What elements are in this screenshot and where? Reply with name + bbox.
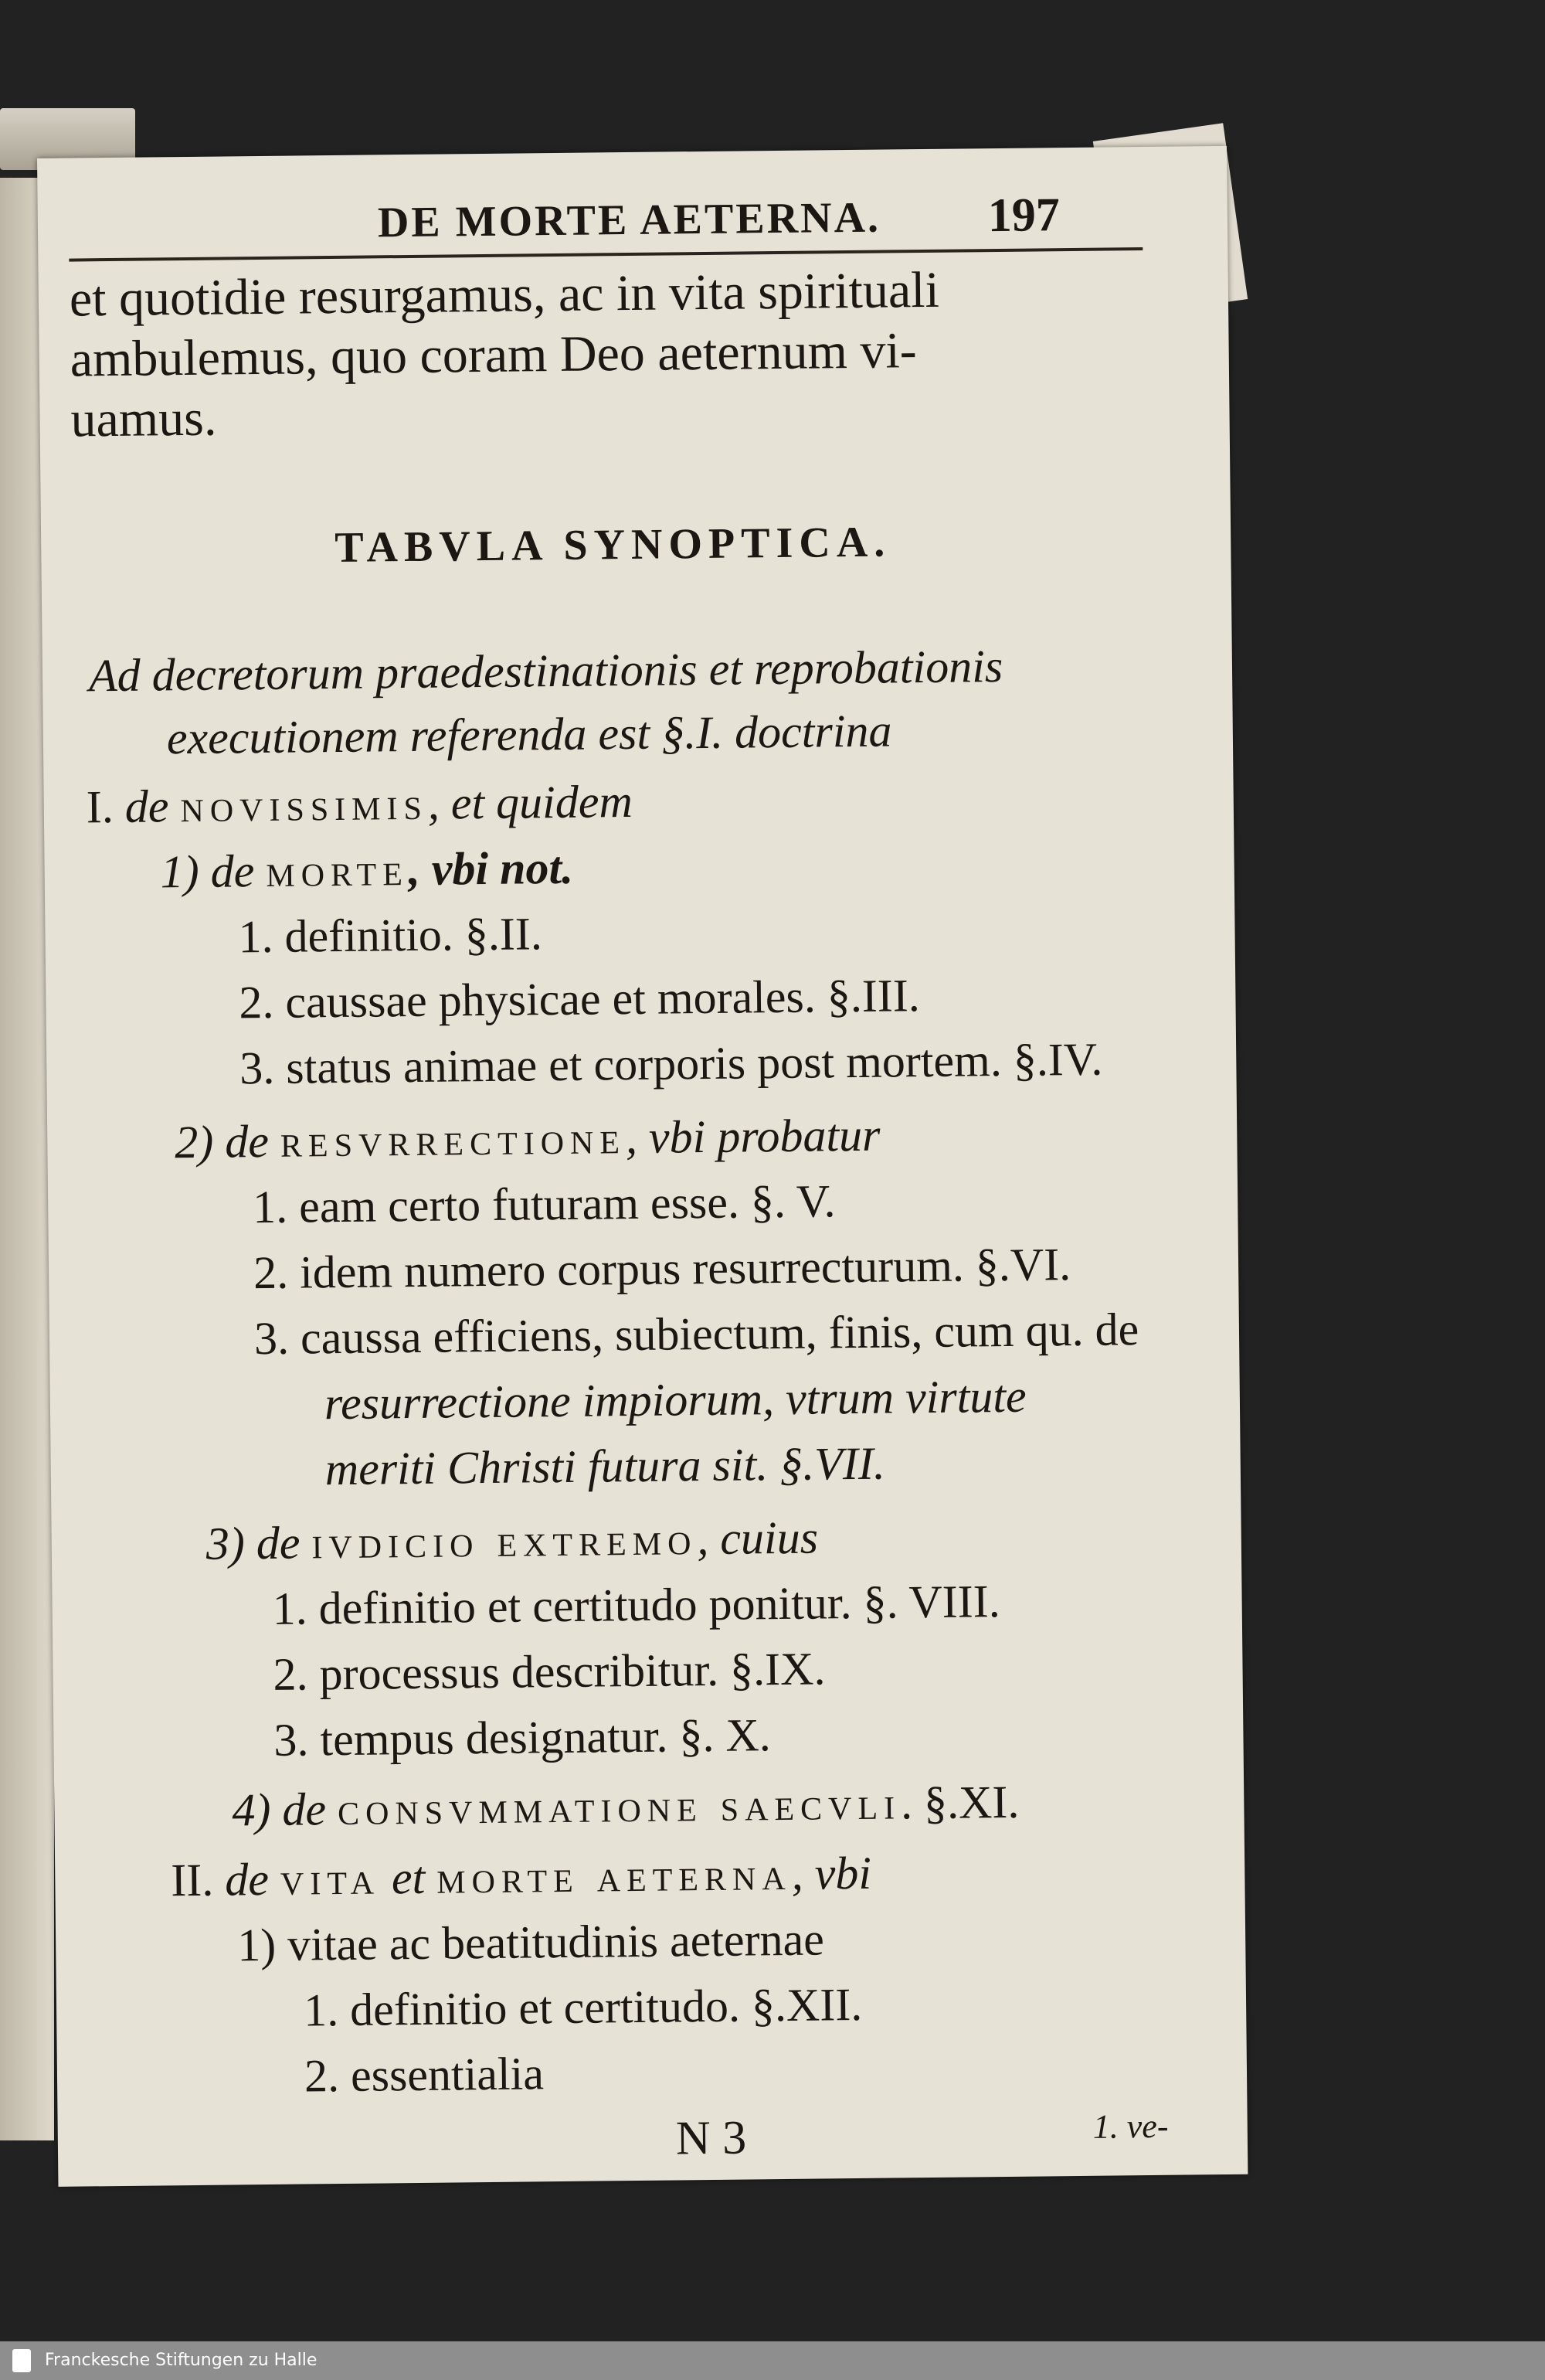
entry-prefix: de	[256, 1517, 301, 1569]
outline-item-I-1-3: 3. status animae et corporis post mortem. §.IV.	[239, 1033, 1103, 1094]
outline-item-I-3-1: 1. definitio et certitudo ponitur. §. VIII.	[272, 1576, 1001, 1634]
entry-suffix: . §.XI.	[900, 1776, 1020, 1829]
outline-entry-I-4	[232, 1776, 1020, 1836]
entry-prefix: de	[282, 1783, 327, 1835]
outline-item-I-1-1: 1. definitio. §.II.	[238, 908, 543, 963]
outline-entry-II	[170, 1847, 872, 1906]
outline-entry-I-3	[205, 1511, 819, 1569]
entry-suffix: , cuius	[696, 1511, 819, 1565]
running-header: DE MORTE AETERNA.	[377, 193, 881, 247]
entry-smallcaps: vita	[280, 1852, 381, 1905]
intro-line-1: Ad decretorum praedestinationis et reprobationis	[88, 640, 1003, 702]
catchword: 1. ve-	[1092, 2106, 1169, 2146]
outline-item-I-2-3-cont1: resurrectione impiorum, vtrum virtute	[324, 1370, 1027, 1430]
book-page	[37, 146, 1248, 2187]
entry-suffix: , vbi	[791, 1847, 872, 1899]
entry-suffix: , vbi not.	[408, 842, 574, 896]
outline-item-II-1-1: 1. definitio et certitudo. §.XII.	[303, 1978, 863, 2036]
entry-prefix: de	[224, 1115, 270, 1168]
institution-logo-icon	[12, 2349, 31, 2372]
entry-smallcaps-2: morte aeterna	[436, 1848, 792, 1903]
outline-item-I-1-2: 2. caussae physicae et morales. §.III.	[239, 970, 921, 1028]
entry-prefix: de	[124, 780, 169, 832]
header-rule	[69, 247, 1143, 262]
intro-line-2: executionem referenda est §.I. doctrina	[166, 705, 892, 764]
entry-suffix: , et quidem	[427, 775, 633, 829]
page-number: 197	[987, 189, 1061, 243]
entry-number: 4)	[232, 1783, 271, 1836]
outline-entry-II-1: 1) vitae ac beatitudinis aeternae	[236, 1913, 825, 1971]
outline-item-I-2-3-cont2: meriti Christi futura sit. §.VII.	[324, 1437, 886, 1495]
section-title: TABVLA SYNOPTICA.	[334, 518, 891, 572]
entry-middle: et	[391, 1851, 426, 1904]
outline-item-I-2-2: 2. idem numero corpus resurrecturum. §.VI.	[253, 1239, 1071, 1299]
entry-prefix: de	[224, 1853, 270, 1906]
entry-smallcaps: morte	[265, 844, 409, 896]
entry-number: 1)	[160, 845, 200, 898]
archive-footer-bar	[0, 2341, 1545, 2380]
entry-number: 3)	[205, 1518, 246, 1569]
entry-number: 2)	[174, 1116, 214, 1168]
outline-item-I-2-1: 1. eam certo futuram esse. §. V.	[252, 1175, 836, 1233]
outline-item-II-1-2: 2. essentialia	[304, 2048, 545, 2102]
outline-item-I-3-2: 2. processus describitur. §.IX.	[273, 1643, 826, 1700]
signature-mark: N 3	[675, 2111, 747, 2165]
entry-smallcaps: resvrrectione	[280, 1112, 626, 1167]
continuation-line-2: ambulemus, quo coram Deo aeternum vi-	[70, 322, 918, 388]
archive-credit: Franckesche Stiftungen zu Halle	[45, 2351, 317, 2370]
entry-smallcaps: consvmmatione saecvli	[337, 1777, 902, 1835]
entry-suffix: , vbi probatur	[625, 1109, 881, 1164]
entry-number: I.	[86, 781, 114, 833]
outline-item-I-3-3: 3. tempus designatur. §. X.	[273, 1709, 772, 1766]
outline-entry-I	[86, 775, 633, 833]
outline-entry-I-2	[174, 1109, 881, 1168]
continuation-line-1: et quotidie resurgamus, ac in vita spirituali	[69, 261, 940, 328]
outline-entry-I-1	[160, 842, 574, 898]
entry-prefix: de	[210, 845, 255, 897]
outline-item-I-2-3: 3. caussa efficiens, subiectum, finis, cum qu. de	[253, 1304, 1139, 1365]
continuation-line-3: uamus.	[70, 389, 217, 448]
entry-number: II.	[170, 1854, 214, 1906]
entry-smallcaps: novissimis	[180, 777, 429, 832]
entry-smallcaps: ivdicio extremo	[311, 1513, 698, 1569]
